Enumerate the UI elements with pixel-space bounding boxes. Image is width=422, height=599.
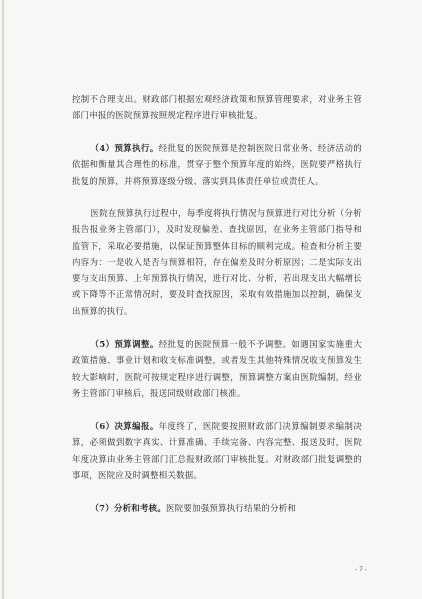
page-edge xyxy=(2,0,4,599)
paragraph-text: 经批复的医院预算一般不予调整。如遇国家实施重大政策措施、事业计划和收支标准调整，或者发生其他特殊情况收支预算发生较大影响时，医院可按规定程序进行调整，预算调整方案由医院编制，经业务主管部门审核后，报送同级财政部门核准。 xyxy=(72,339,362,398)
section-heading-final-accounts: （6）决算编报。 xyxy=(90,421,159,431)
paragraph-execution-analysis xyxy=(72,205,362,319)
section-heading-budget-execution: （4）预算执行。 xyxy=(90,143,159,153)
section-heading-analysis-assessment: （7）分析和考核。 xyxy=(90,503,166,513)
page-number: - 7 - xyxy=(355,566,367,573)
paragraph-text: 年度终了，医院要按照财政部门决算编制要求编制决算，必须做到数字真实、计算准确、手续完备、内容完整、报送及时，医院年度决算由业务主管部门汇总报财政部门审核批复。对财政部门批复调整的事项，医院应及时调整相关数据。 xyxy=(72,421,362,480)
paragraph-analysis-assessment xyxy=(72,500,362,516)
paragraph-text: 经批复的医院预算是控制医院日常业务、经济活动的依据和衡量其合理性的标准，贯穿于整个预算年度的始终，医院要严格执行批复的预算，并将预算逐级分级、落实到具体责任单位或责任人。 xyxy=(72,143,362,186)
paragraph-text: 控制不合理支出。财政部门根据宏观经济政策和预算管理要求，对业务主管部门申报的医院预算按照规定程序进行审核批复。 xyxy=(72,94,362,121)
paragraph-final-accounts xyxy=(72,418,362,483)
paragraph-budget-adjustment xyxy=(72,336,362,401)
section-heading-budget-adjustment: （5）预算调整。 xyxy=(90,339,159,349)
paragraph-budget-approval xyxy=(72,91,362,124)
paragraph-budget-execution xyxy=(72,140,362,189)
paragraph-text: 医院要加强预算执行结果的分析和 xyxy=(166,503,297,513)
paragraph-text: 医院在预算执行过程中，每季度将执行情况与预算进行对比分析（分析报告报业务主管部门），及时发现偏差、查找原因，在业务主管部门指导和监管下，采取必要措施，以保证预算整体目标的顺利完成。检查和分析主要内容为：一是收入是否与预算相符，存在偏差及时分析原因；二是实际支出要与支出预算、上年预算执行情况，进行对比、分析，若出现支出大幅增长或下降等不正常情况时，要及时查找原因，采取有效措施加以控制，确保支出预算的执行。 xyxy=(72,208,362,316)
